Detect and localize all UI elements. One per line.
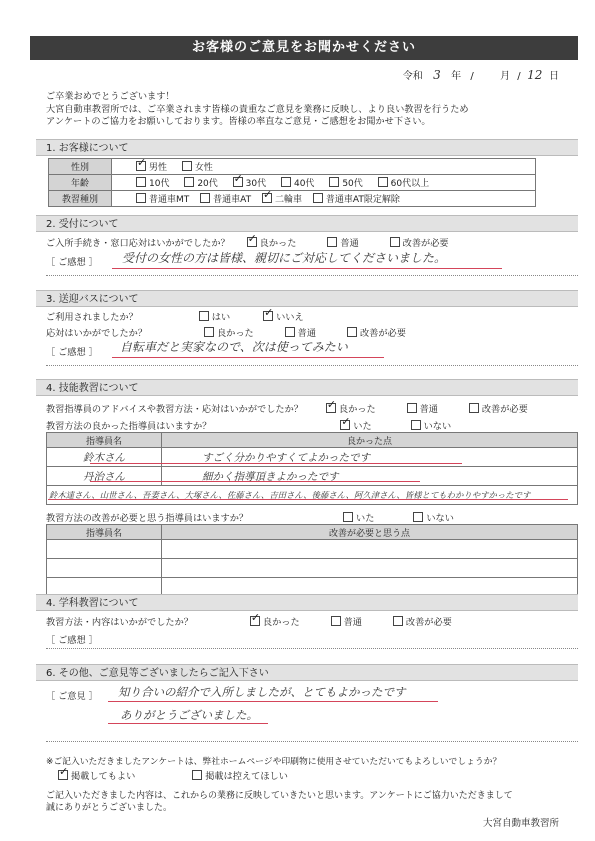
checkbox[interactable] <box>329 177 339 187</box>
option-at[interactable] <box>200 192 251 205</box>
good-instructor-question <box>46 418 463 432</box>
company-name: 大宮自動車教習所 <box>482 818 559 829</box>
header-good-point: 良かった点 <box>162 433 578 448</box>
option-label: 良かった <box>259 238 297 249</box>
checkbox-checked[interactable] <box>263 311 273 321</box>
option-good[interactable] <box>204 325 254 339</box>
table-row <box>47 559 578 578</box>
checkbox[interactable] <box>285 327 295 337</box>
checkbox[interactable] <box>407 403 417 413</box>
option-label: 普通 <box>343 617 362 628</box>
table-row <box>47 486 578 505</box>
option-label: 普通 <box>340 238 359 249</box>
checkbox[interactable] <box>199 311 209 321</box>
option-60s[interactable] <box>378 176 429 189</box>
checkbox[interactable] <box>411 420 421 430</box>
option-normal[interactable] <box>407 401 438 415</box>
checkbox-checked[interactable] <box>326 403 336 413</box>
good-point-others[interactable]: 鈴木達さん、山世さん、吾妻さん、大塚さん、佐藤さん、吉田さん、後藤さん、阿久津さん、皆様とてもわかりやすかったです <box>47 486 578 505</box>
lecture-question <box>46 614 464 628</box>
header-instructor-name: 指導員名 <box>47 433 162 448</box>
option-good[interactable] <box>247 235 297 249</box>
option-yes[interactable] <box>199 309 230 323</box>
option-label: 普通 <box>419 404 438 415</box>
consent-question: ※ご記入いただきましたアンケートは、弊社ホームページや印刷物に使用させていただいてもよろしいでしょうか？ <box>46 757 502 767</box>
option-needs-improvement[interactable] <box>469 401 528 415</box>
date-day[interactable]: 12 <box>527 68 543 82</box>
checkbox[interactable] <box>184 177 194 187</box>
checkbox-checked[interactable] <box>250 616 260 626</box>
year-unit: 年 <box>451 71 462 82</box>
divider <box>46 741 578 742</box>
option-no[interactable] <box>263 309 304 323</box>
course-row <box>49 191 536 207</box>
option-no[interactable] <box>413 510 454 524</box>
other-comment-label: ［ ご意見 ］ <box>46 691 98 702</box>
section-lecture-title: 4. 学科教習について <box>36 594 578 611</box>
other-comment-line2[interactable]: ありがとうございました。 <box>120 708 258 722</box>
question-text: 教習方法の改善が必要と思う指導員はいますか？ <box>46 513 249 524</box>
gender-options <box>112 159 536 175</box>
option-label: 30代 <box>245 179 267 189</box>
instructor-name[interactable]: 鈴木さん <box>47 448 162 467</box>
good-instructor-table <box>46 432 578 505</box>
shuttle-used-question <box>46 309 316 323</box>
instructor-name[interactable]: 丹治さん <box>47 467 162 486</box>
divider <box>46 275 578 276</box>
consent-options <box>58 768 300 782</box>
checkbox-checked[interactable] <box>233 177 243 187</box>
shuttle-comment[interactable]: 自転車だと実家なので、次は使ってみたい <box>120 340 348 354</box>
checkbox[interactable] <box>331 616 341 626</box>
shuttle-comment-label: ［ ご感想 ］ <box>46 347 98 358</box>
comment-underline <box>48 499 568 500</box>
option-at-limit[interactable] <box>313 192 400 205</box>
option-good[interactable] <box>326 401 376 415</box>
checkbox[interactable] <box>393 616 403 626</box>
option-label: 改善が必要 <box>402 238 449 249</box>
table-row <box>47 540 578 559</box>
form-title: お客様のご意見をお聞かせください <box>30 36 578 60</box>
table-row <box>47 467 578 486</box>
section-reception-title: 2. 受付について <box>36 215 578 232</box>
option-yes[interactable] <box>340 418 371 432</box>
option-needs-improvement[interactable] <box>390 235 449 249</box>
comment-underline <box>90 481 420 482</box>
option-normal[interactable] <box>285 325 316 339</box>
option-motorcycle[interactable] <box>262 192 302 205</box>
option-label: 普通 <box>297 328 317 339</box>
option-male[interactable] <box>136 160 167 173</box>
bad-instructor-question <box>46 510 466 524</box>
option-female[interactable] <box>182 160 213 173</box>
option-label: 二輪車 <box>274 195 302 205</box>
month-unit: 月 <box>500 71 511 82</box>
header-improvement-point: 改善が必要と思う点 <box>162 525 578 540</box>
option-label: 10代 <box>149 179 170 189</box>
question-text: 教習方法の良かった指導員はいますか？ <box>46 421 212 432</box>
comment-underline <box>112 268 502 269</box>
age-label: 年齢 <box>49 175 112 191</box>
gender-row <box>49 159 536 175</box>
reception-comment[interactable]: 受付の女性の方は皆様、親切にご対応してくださいました。 <box>122 251 447 265</box>
lecture-comment-label: ［ ご感想 ］ <box>46 635 98 646</box>
option-normal[interactable] <box>327 235 358 249</box>
option-yes[interactable] <box>343 510 374 524</box>
checkbox[interactable] <box>281 177 291 187</box>
checkbox[interactable] <box>390 237 400 247</box>
option-40s[interactable] <box>281 176 314 189</box>
checkbox[interactable] <box>343 512 353 522</box>
option-label: 60代以上 <box>390 179 430 189</box>
option-no[interactable] <box>411 418 452 432</box>
section-practical-title: 4. 技能教習について <box>36 379 578 396</box>
reception-question <box>46 235 461 249</box>
option-label: いいえ <box>276 312 304 323</box>
comment-underline <box>108 701 438 702</box>
checkbox-checked[interactable] <box>247 237 257 247</box>
practical-instructor-question <box>46 401 540 415</box>
question-text: 応対はいかがでしたか？ <box>46 328 148 339</box>
empty-cell[interactable] <box>47 559 162 578</box>
course-options <box>112 191 536 207</box>
checkbox[interactable] <box>469 403 479 413</box>
section-shuttle-title: 3. 送迎バスについて <box>36 290 578 307</box>
option-50s[interactable] <box>329 176 362 189</box>
option-label: 40代 <box>293 179 315 189</box>
checkbox-checked[interactable] <box>262 193 272 203</box>
good-point[interactable]: すごく分かりやすくてよかったです <box>162 448 578 467</box>
option-label: いた <box>353 421 372 432</box>
checkbox[interactable] <box>136 177 146 187</box>
age-row <box>49 175 536 191</box>
option-label: 普通車MT <box>149 195 190 205</box>
gender-label: 性別 <box>49 159 112 175</box>
footer-note: ご記入いただきました内容は、これからの業務に反映していきたいと思います。アンケートにご協力いただきまして 誠にありがとうございました。 <box>46 791 513 813</box>
checkbox-checked[interactable] <box>340 420 350 430</box>
checkbox[interactable] <box>200 193 210 203</box>
option-label: 50代 <box>342 179 363 189</box>
option-label: いない <box>426 513 454 524</box>
option-label: いた <box>356 513 375 524</box>
checkbox[interactable] <box>378 177 388 187</box>
checkbox-checked[interactable] <box>58 770 68 780</box>
section-other-title: 6. その他、ご意見等ございましたらご記入下さい <box>36 664 578 681</box>
header-instructor-name: 指導員名 <box>47 525 162 540</box>
option-label: 女性 <box>194 163 213 173</box>
customer-table <box>48 158 536 207</box>
option-label: 掲載は控えてほしい <box>205 771 288 782</box>
option-label: いない <box>423 421 452 432</box>
option-deny-publish[interactable] <box>192 768 288 782</box>
question-text: 教習方法・内容はいかがでしたか？ <box>46 617 193 628</box>
option-good[interactable] <box>250 614 300 628</box>
good-point[interactable]: 細かく指導頂きよかったです <box>162 467 578 486</box>
comment-underline <box>90 463 462 464</box>
section-customer-title: 1. お客様について <box>36 139 578 156</box>
question-text: ご入所手続き・窓口応対はいかがでしたか？ <box>46 238 230 249</box>
option-normal[interactable] <box>331 614 362 628</box>
reception-comment-label: ［ ご感想 ］ <box>46 257 98 268</box>
option-label: 男性 <box>149 163 168 173</box>
day-unit: 日 <box>549 71 559 82</box>
option-mt[interactable] <box>136 192 189 205</box>
empty-cell[interactable] <box>47 540 162 559</box>
divider <box>46 648 578 649</box>
option-label: 良かった <box>262 617 300 628</box>
option-30s[interactable] <box>233 176 266 189</box>
option-label: 掲載してもよい <box>71 771 136 782</box>
age-options <box>112 175 536 191</box>
option-label: 改善が必要 <box>405 617 452 628</box>
checkbox[interactable] <box>327 237 337 247</box>
intro-text: ご卒業おめでとうございます！ 大宮自動車教習所では、ご卒業されます皆様の貴重なご意見を業務に反映し、より良い教習を行うため アンケートのご協力をお願いしております。皆様の率直なご意見・ご感想をお聞かせ下さい。 <box>46 91 469 127</box>
empty-cell[interactable] <box>162 540 578 559</box>
option-label: はい <box>211 312 231 323</box>
question-text: ご利用されましたか？ <box>46 312 138 323</box>
shuttle-service-question <box>46 325 418 339</box>
date-era: 令和 <box>402 71 423 82</box>
option-label: 普通車AT <box>213 195 252 205</box>
option-allow-publish[interactable] <box>58 768 135 782</box>
checkbox[interactable] <box>347 327 357 337</box>
checkbox-checked[interactable] <box>136 161 146 171</box>
checkbox[interactable] <box>136 193 146 203</box>
checkbox[interactable] <box>182 161 192 171</box>
date-year[interactable]: 3 <box>433 68 441 82</box>
option-label: 良かった <box>338 404 376 415</box>
option-10s[interactable] <box>136 176 169 189</box>
table-header <box>47 525 578 540</box>
checkbox[interactable] <box>313 193 323 203</box>
option-label: 良かった <box>216 328 254 339</box>
option-needs-improvement[interactable] <box>393 614 452 628</box>
option-20s[interactable] <box>184 176 217 189</box>
divider <box>46 365 578 366</box>
option-label: 改善が必要 <box>481 404 528 415</box>
checkbox[interactable] <box>192 770 202 780</box>
empty-cell[interactable] <box>162 559 578 578</box>
checkbox[interactable] <box>413 512 423 522</box>
comment-underline <box>112 357 384 358</box>
option-needs-improvement[interactable] <box>347 325 406 339</box>
checkbox[interactable] <box>204 327 214 337</box>
option-label: 20代 <box>197 179 218 189</box>
bad-instructor-table <box>46 524 578 597</box>
table-header <box>47 433 578 448</box>
question-text: 教習指導員のアドバイスや教習方法・応対はいかがでしたか？ <box>46 404 303 415</box>
other-comment-line1[interactable]: 知り合いの紹介で入所しましたが、とてもよかったです <box>118 685 406 699</box>
option-label: 普通車AT限定解除 <box>325 195 400 205</box>
date-line: 令和 3 年 / 月 / 12 日 <box>402 68 559 82</box>
comment-underline <box>108 723 268 724</box>
course-label: 教習種別 <box>49 191 112 207</box>
option-label: 改善が必要 <box>359 328 406 339</box>
